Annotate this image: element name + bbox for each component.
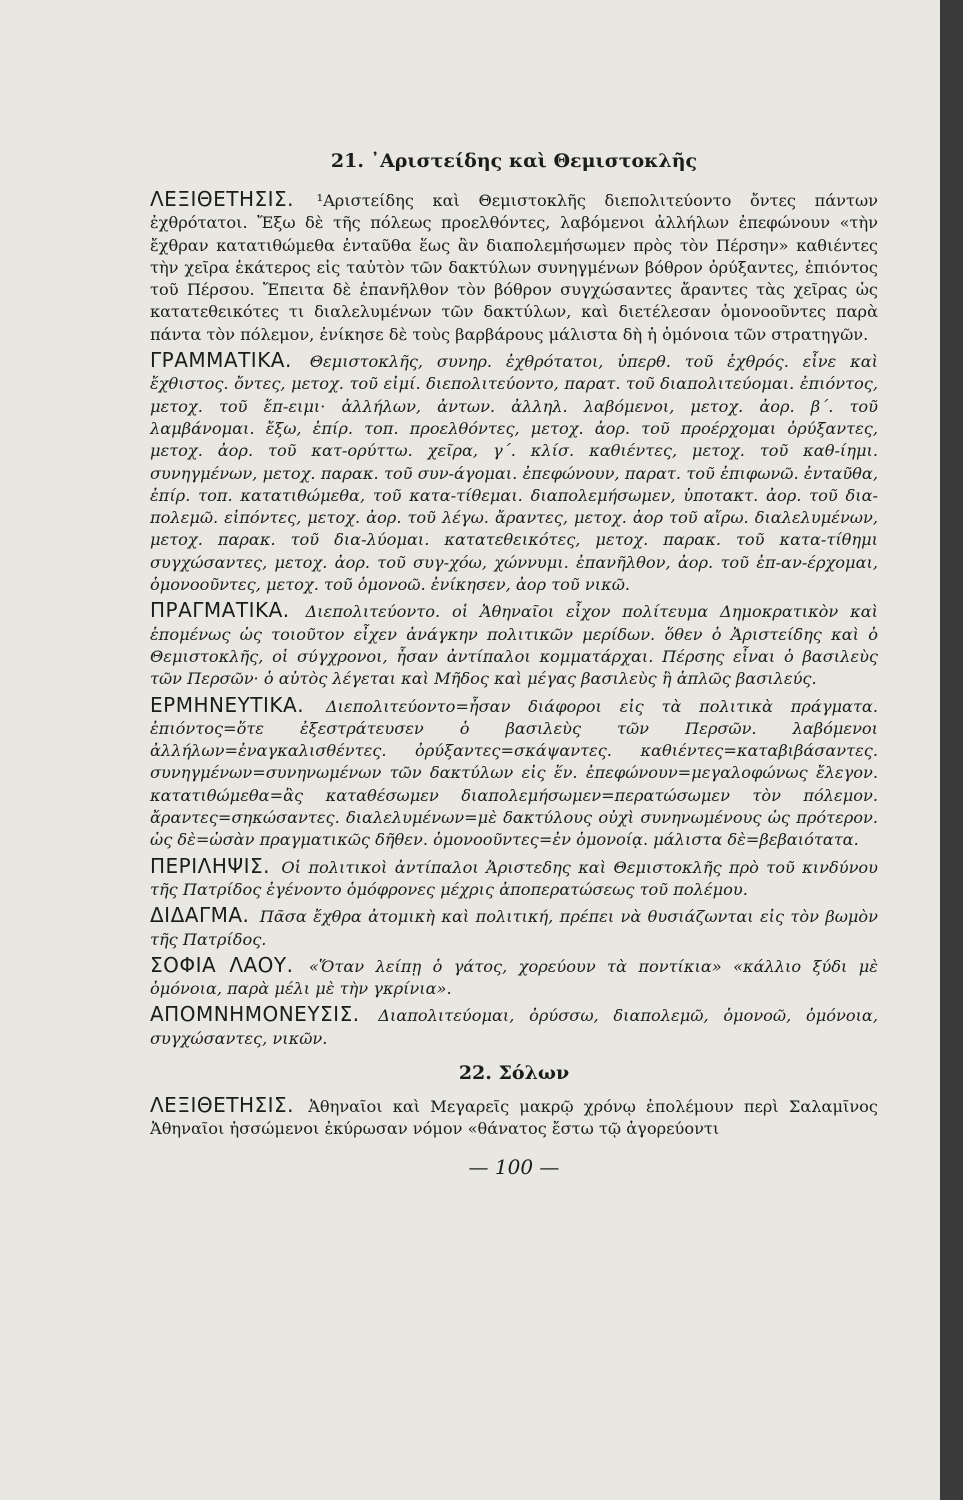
lexithetisis-label: ΛΕΞΙΘΕΤΗΣΙΣ. — [150, 187, 295, 211]
perilipsis-section — [150, 855, 878, 902]
pragmatika-text: Διεπολιτεύοντο. οἱ Ἀθηναῖοι εἶχον πολίτευμα Δημοκρατικὸν καὶ ἑπομένως ὡς τοιοῦτον εἶχεν ἀνάγκην πολιτικῶν μερίδων. ὅθεν ὁ Ἀριστείδης καὶ ὁ Θεμιστοκλῆς, οἱ σύγχρονοι, ἦσαν ἀντίπαλοι κομματάρχαι. Πέρσης εἶναι ὁ βασιλεὺς τῶν Περσῶν· ὁ αὐτὸς λέγεται καὶ Μῆδος καὶ μέγας βασιλεὺς ἢ ἁπλῶς βασιλεύς. — [150, 602, 878, 689]
pragmatika-section — [150, 599, 878, 690]
chapter-22-title: 22. Σόλων — [458, 1061, 570, 1084]
grammatika-label: ΓΡΑΜΜΑΤΙΚΑ. — [150, 348, 292, 373]
page-number: — 100 — — [468, 1154, 560, 1179]
lexithetisis-text: ¹Αριστείδης καὶ Θεμιστοκλῆς διεπολιτεύοντο ὄντες πάντων ἐχθρότατοι. Ἔξω δὲ τῆς πόλεως προελθόντες, λαβόμενοι ἀλλήλων ἐπεφώνουν «τὴν ἔχθραν κατατιθώμεθα ἐνταῦθα ἕως ἂν διαπολεμήσωμεν πρὸς τὸν Πέρσην» καθιέντες τὴν χεῖρα ἑκάτερος εἰς ταὐτὸν τῶν δακτύλων συνηγμένων βόθρον ὀρύξαντες, ἐπιόντος τοῦ Πέρσου. Ἔπειτα δὲ ἐπανῆλθον τὸν βόθρον συγχώσαντες ἄραντες τὰς χεῖρας ὡς κατατεθεικότες τι διαλελυμένων τῶν δακτύλων, καὶ διετέλεσαν ὁμονοοῦντες παρὰ πάντα τὸν πόλεμον, ἐνίκησε δὲ τοὺς βαρβάρους μάλιστα δὴ ἡ ὁμόνοια τῶν στρατηγῶν. — [150, 191, 878, 344]
ermineftika-text: Διεπολιτεύοντο=ἦσαν διάφοροι εἰς τὰ πολιτικὰ πράγματα. ἐπιόντος=ὅτε ἐξεστράτευσεν ὁ βασιλεὺς τῶν Περσῶν. λαβόμενοι ἀλλήλων=ἐναγκαλισθέντες. ὀρύξαντες=σκάψαντες. καθιέντες=καταβιβάσαντες. συνηγμένων=συνηνωμένων τῶν δακτύλων εἰς ἕν. ἐπεφώνουν=μεγαλοφώνως ἔλεγον. κατατιθώμεθα=ἂς καταθέσωμεν διαπολεμήσωμεν=περατώσωμεν τὸν πόλεμον. ἄραντες=σηκώσαντες. διαλελυμένων=μὲ δακτύλους οὐχὶ συνηνωμένους ὡς πρότερον. ὡς δὲ=ὡσὰν πραγματικῶς δῆθεν. ὁμονοοῦντες=ἐν ὁμονοίᾳ. μάλιστα δὲ=βεβαιότατα. — [150, 696, 878, 850]
didagma-section — [150, 904, 878, 951]
didagma-text: Πᾶσα ἔχθρα ἀτομικὴ καὶ πολιτική, πρέπει νὰ θυσιάζωνται εἰς τὸν βωμὸν τῆς Πατρίδος. — [150, 907, 878, 949]
grammatika-section — [150, 349, 878, 596]
perilipsis-label: ΠΕΡΙΛΗΨΙΣ. — [150, 853, 270, 878]
grammatika-text: Θεμιστοκλῆς, συνηρ. ἐχθρότατοι, ὑπερθ. τοῦ ἐχθρός. εἶνε καὶ ἔχθιστος. ὄντες, μετοχ. τοῦ εἰμί. διεπολιτεύοντο, παρατ. τοῦ διαπολιτεύομαι. ἐπιόντος, μετοχ. τοῦ ἔπ-ειμι· ἀλλήλων, ἀντων. ἀλληλ. λαβόμενοι, μετοχ. ἀορ. β΄. τοῦ λαμβάνομαι. ἔξω, ἐπίρ. τοπ. προελθόντες, μετοχ. ἀορ. τοῦ προέρχομαι ὀρύξαντες, μετοχ. ἀορ. τοῦ κατ-ορύττω. χεῖρα, γ΄. κλίσ. καθιέντες, μετοχ. τοῦ καθ-ίημι. συνηγμένων, μετοχ. παρακ. τοῦ συν-άγομαι. ἐπεφώνουν, παρατ. τοῦ ἐπιφωνῶ. ἐνταῦθα, ἐπίρ. τοπ. κατατιθώμεθα, τοῦ κατα-τίθεμαι. διαπολεμήσωμεν, ὑποτακτ. ἀορ. τοῦ δια-πολεμῶ. εἰπόντες, μετοχ. ἀορ. τοῦ λέγω. ἄραντες, μετοχ. ἀορ τοῦ αἴρω. διαλελυμένων, μετοχ. παρακ. τοῦ δια-λύομαι. κατατεθεικότες, μετοχ. παρακ. τοῦ κατα-τίθημι συγχώσαντες, μετοχ. ἀορ. τοῦ συγ-χόω, χώννυμι. ἐπανῆλθον, ἀορ. τοῦ ἐπ-αν-έρχομαι, ὁμονοοῦντες, μετοχ. τοῦ ὁμονοῶ. ἐνίκησεν, ἀορ τοῦ νικῶ. — [150, 352, 878, 595]
binding-edge — [940, 0, 963, 1500]
apomnimonefsis-label: ΑΠΟΜΝΗΜΟΝΕΥΣΙΣ. — [150, 1002, 360, 1027]
ermineftika-label: ΕΡΜΗΝΕΥΤΙΚΑ. — [150, 692, 305, 717]
sofia-laou-section — [150, 954, 878, 1001]
sofia-laou-label: ΣΟΦΙΑ ΛΑΟΥ. — [150, 952, 294, 977]
lexithetisis-section — [150, 188, 878, 346]
didagma-label: ΔΙΔΑΓΜΑ. — [150, 903, 250, 928]
apomnimonefsis-section — [150, 1003, 878, 1050]
perilipsis-text: Οἱ πολιτικοὶ ἀντίπαλοι Ἀριστεδης καὶ Θεμιστοκλῆς πρὸ τοῦ κινδύνου τῆς Πατρίδος ἐγένοντο ὁμόφρονες μέχρις ἀποπερατώσεως τοῦ πολέμου. — [150, 857, 878, 899]
lexithetisis-22-label: ΛΕΞΙΘΕΤΗΣΙΣ. — [150, 1092, 295, 1117]
sofia-laou-text: «Ὅταν λείπῃ ὁ γάτος, χορεύουν τὰ ποντίκια» «κάλλιο ξύδι μὲ ὁμόνοια, παρὰ μέλι μὲ τὴν γκρίνια». — [150, 956, 878, 999]
lexithetisis-22-section — [150, 1094, 878, 1141]
ermineftika-section — [150, 694, 878, 852]
apomnimonefsis-text: Διαπολιτεύομαι, ὀρύσσω, διαπολεμῶ, ὁμονοῶ, ὁμόνοια, συγχώσαντες, νικῶν. — [150, 1006, 878, 1048]
lexithetisis-22-text: Ἀθηναῖοι καὶ Μεγαρεῖς μακρῷ χρόνῳ ἐπολέμουν περὶ Σαλαμῖνος Ἀθηναῖοι ἡσσώμενοι ἐκύρωσαν νόμον «θάνατος ἔστω τῷ ἀγορεύοντι — [150, 1096, 878, 1139]
pragmatika-label: ΠΡΑΓΜΑΤΙΚΑ. — [150, 598, 290, 623]
chapter-21-title: 21. ᾿Αριστείδης καὶ Θεμιστοκλῆς — [330, 150, 698, 172]
